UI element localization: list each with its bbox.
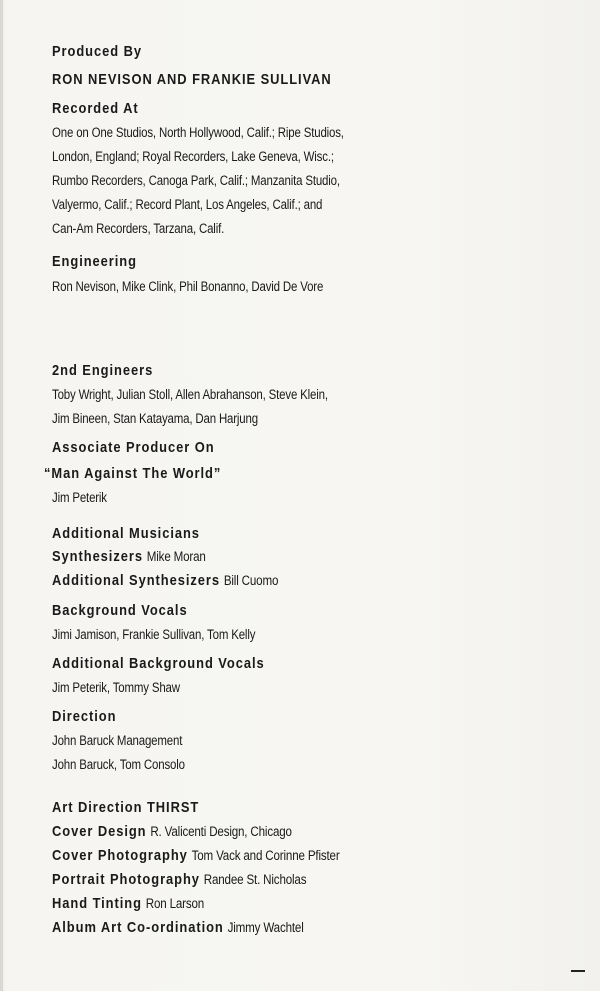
page-edge xyxy=(0,0,3,991)
studio-line: London, England; Royal Recorders, Lake Geneva, Wisc.; xyxy=(52,149,334,164)
art-credit xyxy=(52,892,499,916)
art-credit-label: Album Art Co-ordination xyxy=(52,919,224,936)
studio-line: One on One Studios, North Hollywood, Calif.; Ripe Studios, xyxy=(52,125,344,140)
produced-by-heading: Produced By xyxy=(52,43,142,60)
additional-musicians-heading: Additional Musicians xyxy=(52,525,200,542)
art-credit-name: Randee St. Nicholas xyxy=(203,872,307,887)
art-credit-label: Cover Photography xyxy=(52,847,188,864)
engineering-heading: Engineering xyxy=(52,253,137,270)
art-direction-heading: Art Direction THIRST xyxy=(52,799,200,816)
studio-line: Rumbo Recorders, Canoga Park, Calif.; Manzanita Studio, xyxy=(52,173,340,188)
additional-background-vocals-names: Jim Peterik, Tommy Shaw xyxy=(52,680,180,695)
second-engineers-line: Jim Bineen, Stan Katayama, Dan Harjung xyxy=(52,411,258,426)
second-engineers-heading: 2nd Engineers xyxy=(52,362,154,379)
additional-synthesizers-label: Additional Synthesizers xyxy=(52,572,220,589)
background-vocals-names: Jimi Jamison, Frankie Sullivan, Tom Kelly xyxy=(52,627,256,642)
studio-line: Can-Am Recorders, Tarzana, Calif. xyxy=(52,221,225,236)
art-credit xyxy=(52,916,499,940)
art-credit xyxy=(52,868,499,892)
art-credit-name: Ron Larson xyxy=(145,896,205,911)
synthesizers-label: Synthesizers xyxy=(52,548,143,565)
associate-song-title: “Man Against The World” xyxy=(44,465,222,482)
art-credit-label: Portrait Photography xyxy=(52,871,200,888)
page-mark xyxy=(571,970,585,972)
direction-line: John Baruck, Tom Consolo xyxy=(52,757,185,772)
second-engineers-line: Toby Wright, Julian Stoll, Allen Abrahanson, Steve Klein, xyxy=(52,387,328,402)
art-credit-name: R. Valicenti Design, Chicago xyxy=(150,824,292,839)
direction-line: John Baruck Management xyxy=(52,733,183,748)
art-credit-name: Jimmy Wachtel xyxy=(227,920,304,935)
additional-synthesizers-name: Bill Cuomo xyxy=(223,573,279,588)
art-credit-label: Cover Design xyxy=(52,823,147,840)
additional-background-vocals-heading: Additional Background Vocals xyxy=(52,655,265,672)
art-credit-name: Tom Vack and Corinne Pfister xyxy=(191,848,340,863)
associate-producer-heading: Associate Producer On xyxy=(52,439,215,456)
direction-heading: Direction xyxy=(52,708,117,725)
synthesizers-credit xyxy=(52,545,499,569)
synthesizers-name: Mike Moran xyxy=(146,549,206,564)
art-credit xyxy=(52,844,499,868)
background-vocals-heading: Background Vocals xyxy=(52,602,188,619)
studio-line: Valyermo, Calif.; Record Plant, Los Angeles, Calif.; and xyxy=(52,197,323,212)
recorded-at-heading: Recorded At xyxy=(52,100,139,117)
additional-synthesizers-credit xyxy=(52,569,499,593)
engineering-names: Ron Nevison, Mike Clink, Phil Bonanno, David De Vore xyxy=(52,279,324,294)
credits xyxy=(44,42,572,940)
art-credit xyxy=(52,820,499,844)
art-credit-label: Hand Tinting xyxy=(52,895,142,912)
producer-names: RON NEVISON AND FRANKIE SULLIVAN xyxy=(52,71,332,88)
associate-producer-name: Jim Peterik xyxy=(52,490,107,505)
